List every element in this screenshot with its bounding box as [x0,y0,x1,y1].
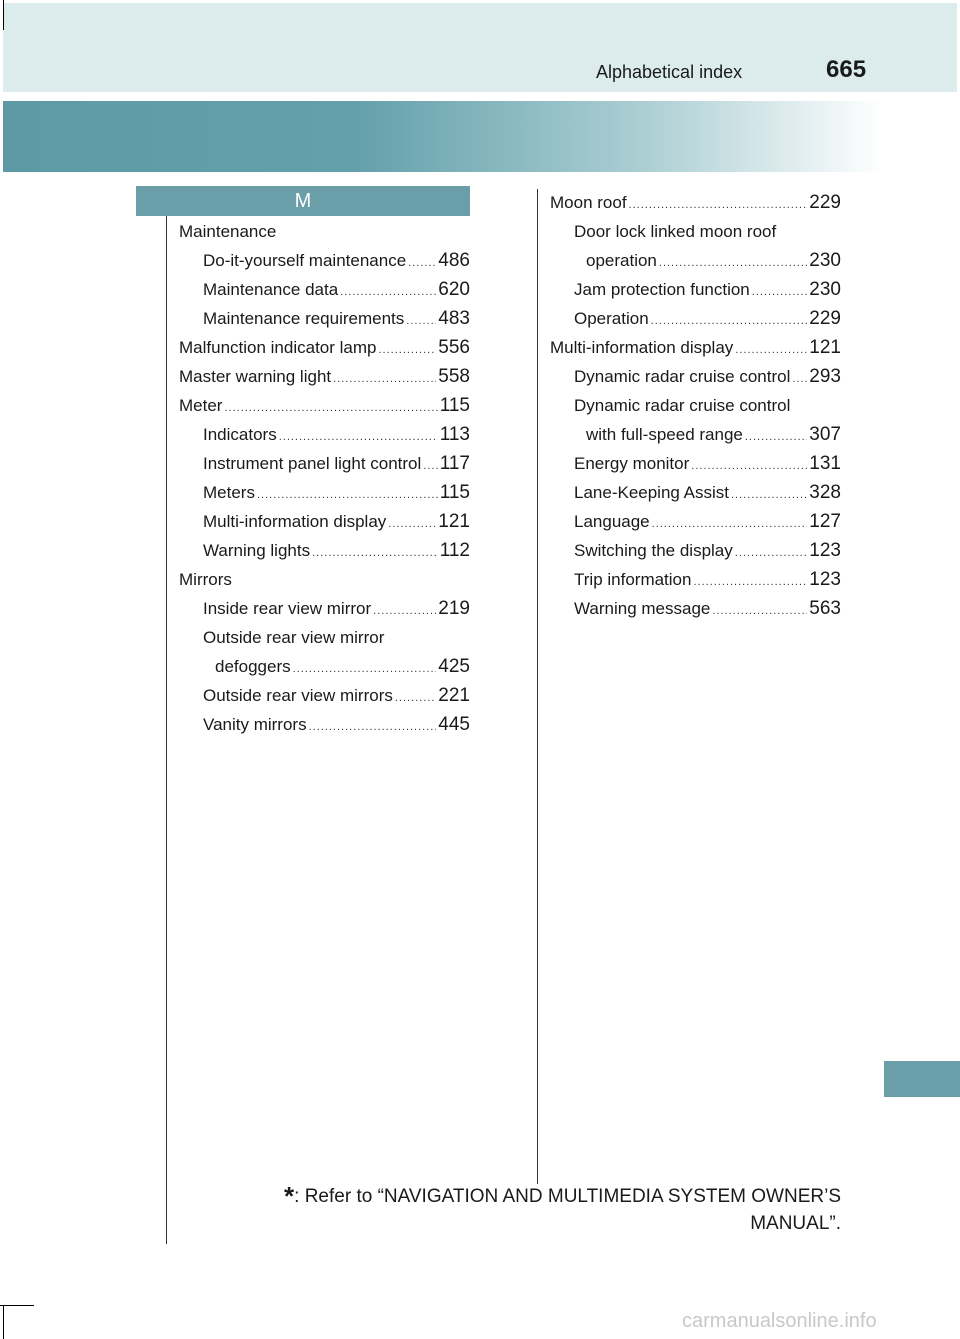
index-entry-page: 115 [439,482,470,503]
leader-dots [408,249,436,278]
index-entry-label: Inside rear view mirror [203,599,372,618]
index-entry-page: 117 [439,453,470,474]
index-entry [550,449,841,478]
index-entry [179,652,470,681]
index-entry [550,333,841,362]
index-entry [179,391,470,420]
leader-dots [659,249,807,278]
index-entry [550,420,841,449]
right-index-column [550,188,841,623]
leader-dots [388,510,436,539]
index-entry-label: Indicators [203,425,277,444]
index-entry-page: 558 [438,366,470,387]
index-entry-page: 221 [438,685,470,706]
index-entry [179,246,470,275]
index-entry-page: 230 [809,250,841,271]
index-entry-label: Mirrors [179,570,232,589]
leader-dots [340,278,436,307]
left-column-rule [166,216,167,1244]
index-entry-page: 483 [438,308,470,329]
leader-dots [423,452,437,481]
leader-dots [651,307,808,336]
page-number: 665 [826,56,867,83]
leader-dots [406,307,436,336]
index-entry-page: 328 [809,482,841,503]
index-entry-page: 563 [809,598,841,619]
index-entry [179,565,470,594]
leader-dots [629,191,808,220]
index-entry-page: 445 [438,714,470,735]
leader-dots [378,336,436,365]
center-column-rule [537,189,538,1184]
index-entry-label: Dynamic radar cruise control [574,367,791,386]
index-entry-label: Outside rear view mirror [203,628,385,647]
index-entry-page: 115 [439,395,470,416]
footnote-line-1: : Refer to “NAVIGATION AND MULTIMEDIA SYSTEM OWNER’S [294,1186,841,1207]
leader-dots [333,365,436,394]
index-entry [550,478,841,507]
index-entry-page: 229 [809,308,841,329]
index-entry [179,710,470,739]
index-entry [179,536,470,565]
section-letter-header: M [136,186,470,216]
index-entry-label: Dynamic radar cruise control [574,396,791,415]
index-entry [179,507,470,536]
index-entry [179,275,470,304]
index-entry-page: 425 [438,656,470,677]
index-entry [179,362,470,391]
index-entry-label: defoggers [215,657,291,676]
index-entry [179,478,470,507]
index-entry-label: Jam protection function [574,280,750,299]
index-entry-label: Multi-information display [550,338,734,357]
crop-mark-bottom-left-v [3,1305,4,1339]
leader-dots [257,481,438,510]
index-entry-page: 620 [438,279,470,300]
footnote-line-2: MANUAL”. [750,1213,841,1234]
index-entry-page: 123 [809,569,841,590]
index-entry-label: Maintenance requirements [203,309,405,328]
index-entry-page: 230 [809,279,841,300]
leader-dots [792,365,807,394]
index-entry [179,217,470,246]
leader-dots [652,510,808,539]
leader-dots [752,278,808,307]
index-entry [179,449,470,478]
index-entry [550,391,841,420]
index-entry [179,420,470,449]
footnote-marker: * [284,1181,295,1211]
index-entry-label: Malfunction indicator lamp [179,338,377,357]
index-entry [179,304,470,333]
index-entry [550,594,841,623]
leader-dots [712,597,807,626]
index-entry-label: Maintenance data [203,280,339,299]
leader-dots [309,713,437,742]
leader-dots [735,336,807,365]
chapter-thumb-tab [884,1061,960,1097]
index-entry-label: operation [586,251,657,270]
index-entry-page: 131 [809,453,841,474]
index-entry-label: Energy monitor [574,454,690,473]
index-entry-label: Do-it-yourself maintenance [203,251,407,270]
leader-dots [293,655,437,684]
page-title: Alphabetical index [596,62,743,82]
index-entry [550,188,841,217]
index-entry-label: Moon roof [550,193,627,212]
index-entry-page: 307 [809,424,841,445]
index-entry-label: Master warning light [179,367,332,386]
index-entry-label: Outside rear view mirrors [203,686,393,705]
index-entry-page: 486 [438,250,470,271]
header-gradient-bar [3,101,883,172]
index-entry-label: Lane-Keeping Assist [574,483,729,502]
leader-dots [224,394,437,423]
footnote [240,1183,841,1237]
index-entry-label: Meter [179,396,223,415]
index-entry-label: Language [574,512,650,531]
leader-dots [735,539,808,568]
index-entry-label: Warning message [574,599,711,618]
index-entry-label: Vanity mirrors [203,715,307,734]
leader-dots [279,423,438,452]
index-entry-page: 121 [809,337,841,358]
index-entry-page: 556 [438,337,470,358]
leader-dots [691,452,807,481]
index-entry [550,246,841,275]
index-entry [550,362,841,391]
index-entry [179,594,470,623]
index-entry-label: Meters [203,483,255,502]
index-entry-label: Multi-information display [203,512,387,531]
index-entry-page: 123 [809,540,841,561]
index-entry [550,565,841,594]
header-band [3,3,957,92]
index-entry-page: 127 [809,511,841,532]
index-entry-page: 112 [439,540,470,561]
index-entry-page: 113 [439,424,470,445]
leader-dots [395,684,436,713]
index-entry-page: 229 [809,192,841,213]
index-entry-label: Door lock linked moon roof [574,222,777,241]
index-entry [179,681,470,710]
index-entry-label: with full-speed range [586,425,743,444]
index-entry-page: 219 [438,598,470,619]
index-entry [550,507,841,536]
leader-dots [745,423,807,452]
index-entry-label: Instrument panel light control [203,454,422,473]
left-index-column [179,217,470,739]
index-entry [550,217,841,246]
index-entry-label: Warning lights [203,541,311,560]
index-entry-label: Switching the display [574,541,733,560]
leader-dots [312,539,438,568]
index-entry-page: 293 [809,366,841,387]
index-entry [550,304,841,333]
leader-dots [731,481,807,510]
index-entry [550,275,841,304]
index-entry-page: 121 [438,511,470,532]
index-entry-label: Operation [574,309,649,328]
watermark: carmanualsonline.info [682,1310,877,1332]
leader-dots [693,568,807,597]
index-entry [179,333,470,362]
index-entry-label: Maintenance [179,222,277,241]
leader-dots [373,597,436,626]
index-entry [179,623,470,652]
crop-mark-top-left-v [3,0,4,30]
crop-mark-bottom-left-h [0,1305,34,1306]
index-entry-label: Trip information [574,570,692,589]
index-entry [550,536,841,565]
